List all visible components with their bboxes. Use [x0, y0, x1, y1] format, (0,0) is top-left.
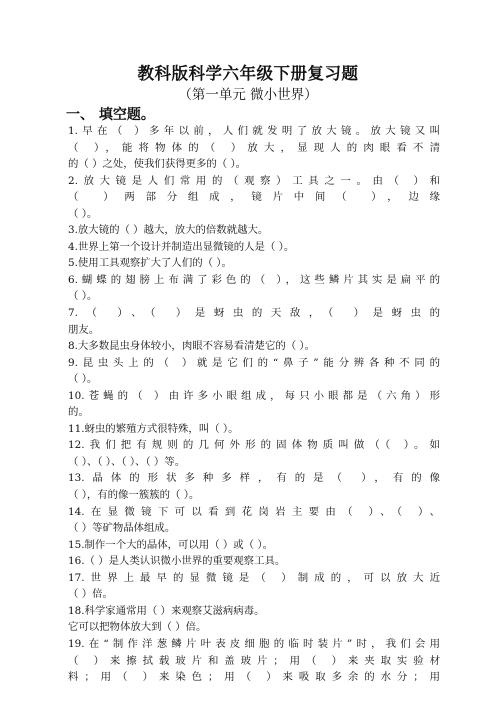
- text-line: （ ）。: [68, 290, 98, 303]
- text-line: （ ）等矿物晶体组成。: [68, 522, 176, 535]
- text-line: （ ）来擦拭载玻片和盖玻片；用（ ）来夹取实验材: [68, 654, 440, 667]
- text-line: 10.苍蝇的（ ）由许多小眼组成，每只小眼都是（六角）形: [68, 389, 440, 402]
- text-line: 朋友。: [68, 323, 100, 336]
- text-line: （ ）、（ ）、（ ）、（ ）等。: [68, 455, 186, 468]
- text-line: 16.（ ）是人类认识微小世界的重要观察工具。: [68, 555, 286, 568]
- text-line: 14.在显微镜下可以看到花岗岩主要由（ ）、（ ）、: [68, 505, 440, 518]
- text-line: （ ）。: [68, 207, 98, 220]
- text-line: 5.使用工具观察扩大了人们的（ ）。: [68, 257, 232, 270]
- text-line: 料；用（ ）来染色；用（ ）来吸取多余的水分；用: [68, 671, 440, 684]
- text-line: 11.蚜虫的繁殖方式很特殊，叫（ ）。: [68, 422, 239, 435]
- text-line: 12.我们把有规则的几何外形的固体物质叫做（（ ）。如: [68, 439, 440, 452]
- text-line: 的。: [68, 406, 89, 419]
- text-line: 18.科学家通常用（ ）来观察艾滋病病毒。: [68, 604, 265, 617]
- text-line: 2.放大镜是人们常用的（观察）工具之一。由（ ）和: [68, 174, 440, 187]
- text-line: 它可以把物体放大到（ ）倍。: [68, 621, 207, 634]
- text-line: （ ）两部分组成，镜片中间（ ），边缘: [68, 191, 440, 204]
- text-line: 的（ ）之处，使我们获得更多的（ ）。: [68, 158, 247, 171]
- text-line: 13.晶体的形状多种多样，有的是（ ），有的像: [68, 472, 440, 485]
- text-line: 7.（ ）、（ ）是蚜虫的天敌，（ ）是蚜虫的: [68, 307, 440, 320]
- text-line: 4.世界上第一个设计并制造出显微镜的人是（ ）。: [68, 240, 295, 253]
- text-line: 19.在“制作洋葱鳞片叶表皮细胞的临时装片”时，我们会用: [68, 637, 440, 650]
- text-line: 6.蝴蝶的翅膀上布满了彩色的（ ），这些鳞片其实是扁平的: [68, 273, 440, 286]
- text-line: 17.世界上最早的显微镜是（ ）制成的，可以放大近: [68, 571, 440, 584]
- text-line: （ ）倍。: [68, 588, 113, 601]
- document-subtitle: （第一单元 微小世界）: [178, 87, 318, 103]
- text-line: （ ），有的像一簇簇的（ ）。: [68, 489, 200, 502]
- text-line: 9.昆虫头上的（ ）就是它们的“鼻子”能分辨各种不同的: [68, 356, 440, 369]
- document-title: 教科版科学六年级下册复习题: [137, 64, 359, 83]
- text-line: 8.大多数昆虫身体较小，肉眼不容易看清楚它的（ ）。: [68, 340, 315, 353]
- text-line: 1.早在（ ）多年以前，人们就发明了放大镜。放大镜又叫: [68, 125, 440, 137]
- section-heading: 一、 填空题。: [66, 107, 155, 123]
- text-line: 3.放大镜的（ ）越大，放大的倍数就越大。: [68, 224, 269, 237]
- text-line: （ ），能将物体的（ ）放大，显现人的肉眼看不清: [68, 141, 440, 154]
- text-line: （ ）。: [68, 373, 98, 386]
- question-list: [68, 123, 440, 686]
- text-line: 15.制作一个大的晶体，可以用（ ）或（ ）。: [68, 538, 273, 551]
